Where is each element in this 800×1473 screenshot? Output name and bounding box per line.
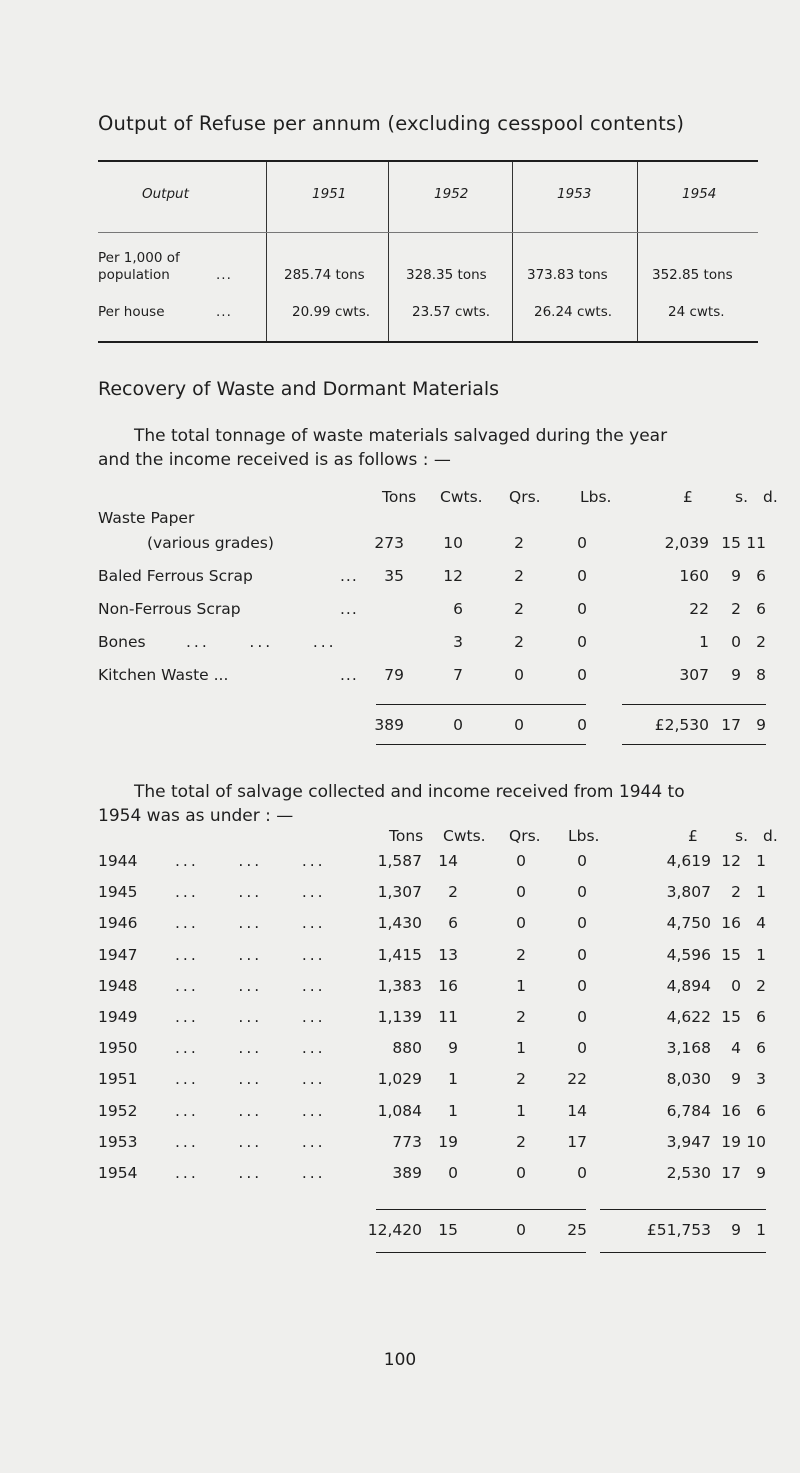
row-leader: ... ... ... [175,1008,326,1026]
history-shillings-value: 16 [721,1101,741,1120]
history-pence-value: 3 [756,1070,766,1089]
history-lbs-value: 0 [577,1164,587,1182]
history-pounds-value: 3,947 [666,1132,711,1151]
history-lbs-value: 0 [577,945,587,964]
history-cwts-value: 6 [448,914,458,933]
col-header-tons: Tons [382,488,417,506]
value-1954: 352.85 tons [652,267,733,283]
output-header-1953: 1953 [557,186,592,202]
history-pence-value: 2 [756,976,766,995]
history-pence-value: 6 [756,1039,766,1058]
intro-line-1: The total tonnage of waste materials salvaged during the year [134,426,668,446]
history-qrs-value: 2 [516,1132,526,1151]
col-header-pence: d. [763,827,778,845]
salvage-total-lbs: 0 [577,716,587,734]
salvage-pounds-value: 2,039 [664,534,709,552]
page-number: 100 [383,1350,417,1370]
salvage-total-tons: 389 [374,716,404,734]
salvage-pence-value: 6 [756,600,766,618]
history-shillings-value: 12 [721,852,741,870]
history-cwts-value: 19 [438,1132,458,1151]
history-total-lbs: 25 [567,1221,587,1239]
history-tons-value: 1,139 [377,1008,422,1026]
history-pounds-value: 2,530 [666,1164,711,1182]
history-lbs-value: 22 [567,1070,587,1089]
history-year: 1946 [98,914,138,933]
history-pence-value: 10 [746,1132,766,1151]
col-header-cwts: Cwts. [443,827,486,845]
row-leader: ... ... ... [175,852,326,870]
value-1953: 26.24 cwts. [534,304,613,320]
history-pounds-value: 6,784 [666,1101,711,1120]
history-pounds-value: 4,622 [666,1008,711,1026]
history-qrs-value: 2 [516,1070,526,1089]
row-label-line1: Per house [98,304,165,320]
salvage-cwts-value: 3 [453,633,463,651]
history-qrs-value: 1 [516,1039,526,1058]
col-header-tons: Tons [389,827,424,845]
history-lbs-value: 0 [577,1008,587,1026]
history-qrs-value: 1 [516,976,526,995]
history-year: 1951 [98,1070,138,1089]
history-cwts-value: 9 [448,1039,458,1058]
salvage-shillings-value: 15 [721,534,741,552]
salvage-qrs-value: 2 [514,534,524,552]
history-qrs-value: 2 [516,1008,526,1026]
salvage-tons-value: 35 [384,567,404,585]
value-1952: 23.57 cwts. [412,304,491,320]
col-header-cwts: Cwts. [440,488,483,506]
col-header-pence: d. [763,488,778,506]
history-shillings-value: 4 [731,1039,741,1058]
history-lbs-value: 17 [567,1132,587,1151]
row-leader: ... ... ... [186,633,337,651]
history-shillings-value: 2 [731,883,741,902]
history-pence-value: 1 [756,852,766,870]
row-leader: ... ... ... [175,1132,326,1151]
salvage-pounds-value: 307 [679,666,709,684]
salvage-lbs-value: 0 [577,600,587,618]
row-leader: ... ... ... [175,1070,326,1089]
history-qrs-value: 2 [516,945,526,964]
history-cwts-value: 1 [448,1101,458,1120]
row-leader: ... ... ... [175,1101,326,1120]
salvage-tons-value: 273 [374,534,404,552]
history-total-cwts: 15 [438,1221,458,1239]
salvage-lbs-value: 0 [577,567,587,585]
history-pounds-value: 4,750 [666,914,711,933]
col-header-shillings: s. [735,488,749,506]
row-leader: ... ... ... [175,883,326,902]
col-header-shillings: s. [735,827,749,845]
history-total-pence: 1 [756,1221,766,1239]
row-label-line1: Per 1,000 of [98,250,180,266]
history-total-tons: 12,420 [367,1221,422,1239]
history-lbs-value: 0 [577,883,587,902]
salvage-lbs-value: 0 [577,534,587,552]
section-heading: Recovery of Waste and Dormant Materials [98,378,500,400]
row-leader: ... ... ... [175,1164,326,1182]
salvage-total-cwts: 0 [453,716,463,734]
salvage-qrs-value: 2 [514,600,524,618]
salvage-total-shillings: 17 [721,716,741,734]
history-shillings-value: 0 [731,976,741,995]
history-tons-value: 1,307 [377,883,422,902]
salvage-pence-value: 6 [756,567,766,585]
output-header-label: Output [142,186,189,202]
salvage-lbs-value: 0 [577,666,587,684]
history-cwts-value: 11 [438,1008,458,1026]
history-year: 1950 [98,1039,138,1058]
history-tons-value: 1,029 [377,1070,422,1089]
salvage-shillings-value: 2 [731,600,741,618]
history-cwts-value: 0 [448,1164,458,1182]
history-qrs-value: 0 [516,852,526,870]
salvage-total-qrs: 0 [514,716,524,734]
row-label-line2: (various grades) [147,534,274,552]
salvage-tons-value: 79 [384,666,404,684]
history-year: 1948 [98,976,138,995]
row-label-line1: Waste Paper [98,509,195,527]
col-header-lbs: Lbs. [568,827,600,845]
history-pounds-value: 4,619 [666,852,711,870]
salvage-qrs-value: 2 [514,633,524,651]
history-pence-value: 1 [756,945,766,964]
history-year: 1953 [98,1132,138,1151]
history-year: 1945 [98,883,138,902]
history-tons-value: 880 [392,1039,422,1058]
history-pence-value: 1 [756,883,766,902]
row-leader: ... ... ... [175,914,326,933]
history-qrs-value: 0 [516,1164,526,1182]
history-shillings-value: 15 [721,945,741,964]
row-leader: ... ... ... [175,1039,326,1058]
salvage-total-pence: 9 [756,716,766,734]
salvage-cwts-value: 12 [443,567,463,585]
output-header-1952: 1952 [434,186,469,202]
history-total-pounds: £51,753 [646,1221,711,1239]
row-leader: ... [340,666,358,684]
row-leader: ... [216,267,232,283]
value-1952: 328.35 tons [406,267,487,283]
history-cwts-value: 13 [438,945,458,964]
salvage-pence-value: 11 [746,534,766,552]
history-shillings-value: 16 [721,914,741,933]
history-pence-value: 6 [756,1101,766,1120]
row-label: Bones [98,633,146,651]
history-cwts-value: 16 [438,976,458,995]
history-shillings-value: 19 [721,1132,741,1151]
salvage-cwts-value: 6 [453,600,463,618]
history-shillings-value: 15 [721,1008,741,1026]
history-tons-value: 1,430 [377,914,422,933]
salvage-shillings-value: 0 [731,633,741,651]
history-line-2: 1954 was as under : — [98,806,294,826]
history-qrs-value: 0 [516,914,526,933]
row-label: Kitchen Waste ... [98,666,229,684]
history-tons-value: 1,587 [377,852,422,870]
history-pounds-value: 3,168 [666,1039,711,1058]
salvage-cwts-value: 7 [453,666,463,684]
intro-line-2: and the income received is as follows : — [98,450,451,470]
col-header-pounds: £ [688,827,698,845]
row-label: Baled Ferrous Scrap [98,567,253,585]
col-header-qrs: Qrs. [509,827,541,845]
history-lbs-value: 0 [577,914,587,933]
history-pounds-value: 4,894 [666,976,711,995]
output-header-1954: 1954 [682,186,717,202]
history-cwts-value: 14 [438,852,458,870]
history-lbs-value: 0 [577,852,587,870]
salvage-cwts-value: 10 [443,534,463,552]
col-header-lbs: Lbs. [580,488,612,506]
history-qrs-value: 1 [516,1101,526,1120]
row-leader: ... [340,567,358,585]
history-pounds-value: 3,807 [666,883,711,902]
salvage-pence-value: 8 [756,666,766,684]
history-lbs-value: 0 [577,976,587,995]
history-year: 1954 [98,1164,138,1182]
history-year: 1944 [98,852,138,870]
history-pounds-value: 8,030 [666,1070,711,1089]
col-header-pounds: £ [683,488,693,506]
row-label-line2: population [98,267,170,283]
history-lbs-value: 0 [577,1039,587,1058]
history-year: 1949 [98,1008,138,1026]
salvage-pence-value: 2 [756,633,766,651]
history-shillings-value: 9 [731,1070,741,1089]
row-label: Non-Ferrous Scrap [98,600,241,618]
salvage-qrs-value: 0 [514,666,524,684]
salvage-pounds-value: 1 [699,633,709,651]
salvage-shillings-value: 9 [731,567,741,585]
history-total-qrs: 0 [516,1221,526,1239]
salvage-qrs-value: 2 [514,567,524,585]
history-tons-value: 1,415 [377,945,422,964]
value-1953: 373.83 tons [527,267,608,283]
salvage-total-pounds: £2,530 [654,716,709,734]
history-shillings-value: 17 [721,1164,741,1182]
row-leader: ... [340,600,358,618]
value-1951: 20.99 cwts. [292,304,371,320]
history-year: 1952 [98,1101,138,1120]
history-tons-value: 773 [392,1132,422,1151]
value-1954: 24 cwts. [668,304,725,320]
history-total-shillings: 9 [731,1221,741,1239]
page-title: Output of Refuse per annum (excluding cesspool contents) [98,112,685,135]
history-pence-value: 9 [756,1164,766,1182]
history-pence-value: 4 [756,914,766,933]
history-cwts-value: 1 [448,1070,458,1089]
history-tons-value: 389 [392,1164,422,1182]
history-year: 1947 [98,945,138,964]
row-leader: ... ... ... [175,945,326,964]
row-leader: ... ... ... [175,976,326,995]
salvage-pounds-value: 160 [679,567,709,585]
history-pence-value: 6 [756,1008,766,1026]
history-tons-value: 1,383 [377,976,422,995]
salvage-pounds-value: 22 [689,600,709,618]
output-header-1951: 1951 [312,186,347,202]
history-line-1: The total of salvage collected and income received from 1944 to [134,782,685,802]
history-qrs-value: 0 [516,883,526,902]
history-tons-value: 1,084 [377,1101,422,1120]
col-header-qrs: Qrs. [509,488,541,506]
row-leader: ... [216,304,232,320]
value-1951: 285.74 tons [284,267,365,283]
salvage-lbs-value: 0 [577,633,587,651]
history-pounds-value: 4,596 [666,945,711,964]
salvage-shillings-value: 9 [731,666,741,684]
history-lbs-value: 14 [567,1101,587,1120]
history-cwts-value: 2 [448,883,458,902]
